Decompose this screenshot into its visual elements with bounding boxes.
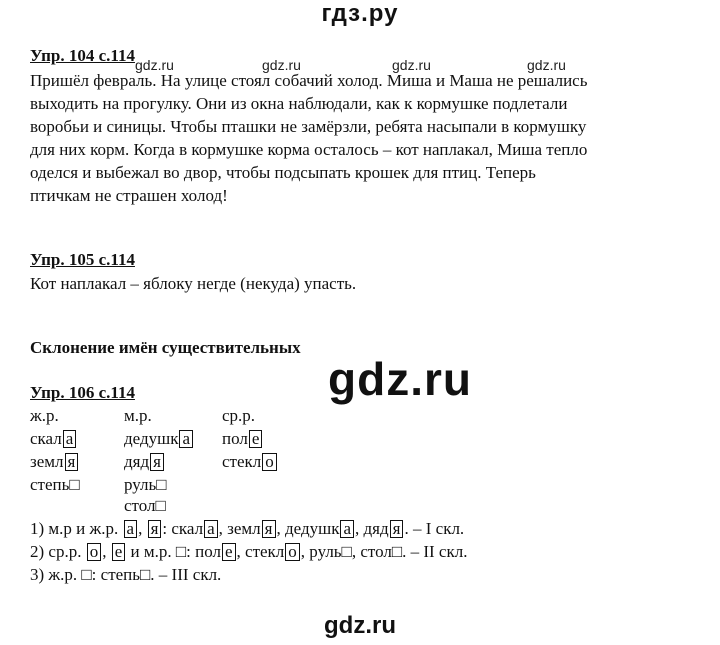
- word-skala: скал а: [30, 427, 77, 450]
- ex104-line: для них корм. Когда в кормушке корма осталось – кот наплакал, Миша тепло: [30, 140, 588, 159]
- ex104-line: Пришёл февраль. На улице стоял собачий холод. Миша и Маша не решались: [30, 71, 588, 90]
- ending-box: о: [87, 543, 102, 561]
- ending-box: о: [262, 453, 277, 471]
- col-header-neut: ср.р.: [222, 406, 256, 425]
- ending-box: я: [262, 520, 276, 538]
- ex105-text: Кот наплакал – яблоку негде (некуда) упасть.: [30, 274, 357, 293]
- ex106-heading: Упр. 106 с.114: [30, 383, 135, 402]
- ending-box: я: [150, 453, 164, 471]
- ending-box: а: [124, 520, 138, 538]
- ending-box: о: [285, 543, 300, 561]
- section-title: Склонение имён существительных: [30, 338, 301, 357]
- word-zemlya: земл я: [30, 450, 79, 473]
- zero-ending: □: [156, 475, 167, 494]
- watermark-small-2: gdz.ru: [262, 57, 301, 73]
- watermark-small-4: gdz.ru: [527, 57, 566, 73]
- watermark-top: гдз.ру: [321, 0, 399, 27]
- ex104-paragraph: [30, 69, 587, 207]
- ending-box: е: [249, 430, 263, 448]
- ending-box: я: [148, 520, 162, 538]
- word-rul: руль□: [124, 475, 167, 494]
- word-steklo: стекл о: [222, 450, 278, 473]
- ending-box: а: [63, 430, 77, 448]
- ex104-line: оделся и выбежал во двор, чтобы подсыпать крошек для птиц. Теперь: [30, 163, 536, 182]
- ending-box: а: [204, 520, 218, 538]
- word-pole: пол е: [222, 427, 263, 450]
- ex105-heading: Упр. 105 с.114: [30, 250, 135, 269]
- ex104-line: воробьи и синицы. Чтобы пташки не замёрзли, ребята насыпали в кормушку: [30, 117, 587, 136]
- ex104-line: птичкам не страшен холод!: [30, 186, 228, 205]
- word-dyadya: дяд я: [124, 450, 165, 473]
- summary-line-2: 2) ср.р. о , е и м.р. □: пол е , стекл о , руль□, стол□. – II скл.: [30, 542, 468, 561]
- ex104-line: выходить на прогулку. Они из окна наблюдали, как к кормушке подлетали: [30, 94, 568, 113]
- word-stol: стол□: [124, 496, 166, 515]
- ending-box: а: [340, 520, 354, 538]
- col-header-fem: ж.р.: [30, 406, 59, 425]
- watermark-big: gdz.ru: [328, 353, 472, 405]
- ending-box: а: [179, 430, 193, 448]
- ending-box: е: [112, 543, 126, 561]
- watermark-small-1: gdz.ru: [135, 57, 174, 73]
- zero-ending: □: [69, 475, 80, 494]
- ending-box: я: [390, 520, 404, 538]
- word-step: степь□: [30, 475, 80, 494]
- watermark-bottom: gdz.ru: [324, 612, 396, 639]
- zero-ending: □: [155, 496, 166, 515]
- ex104-heading: Упр. 104 с.114: [30, 46, 135, 65]
- summary-line-1: 1) м.р и ж.р. а , я : скал а , земл я , дедушк а , дяд я . – I скл.: [30, 519, 465, 538]
- col-header-masc: м.р.: [124, 406, 152, 425]
- word-dedushka: дедушк а: [124, 427, 194, 450]
- summary-line-3: 3) ж.р. □: степь□. – III скл.: [30, 565, 222, 584]
- ending-box: я: [65, 453, 79, 471]
- watermark-small-3: gdz.ru: [392, 57, 431, 73]
- ending-box: е: [222, 543, 236, 561]
